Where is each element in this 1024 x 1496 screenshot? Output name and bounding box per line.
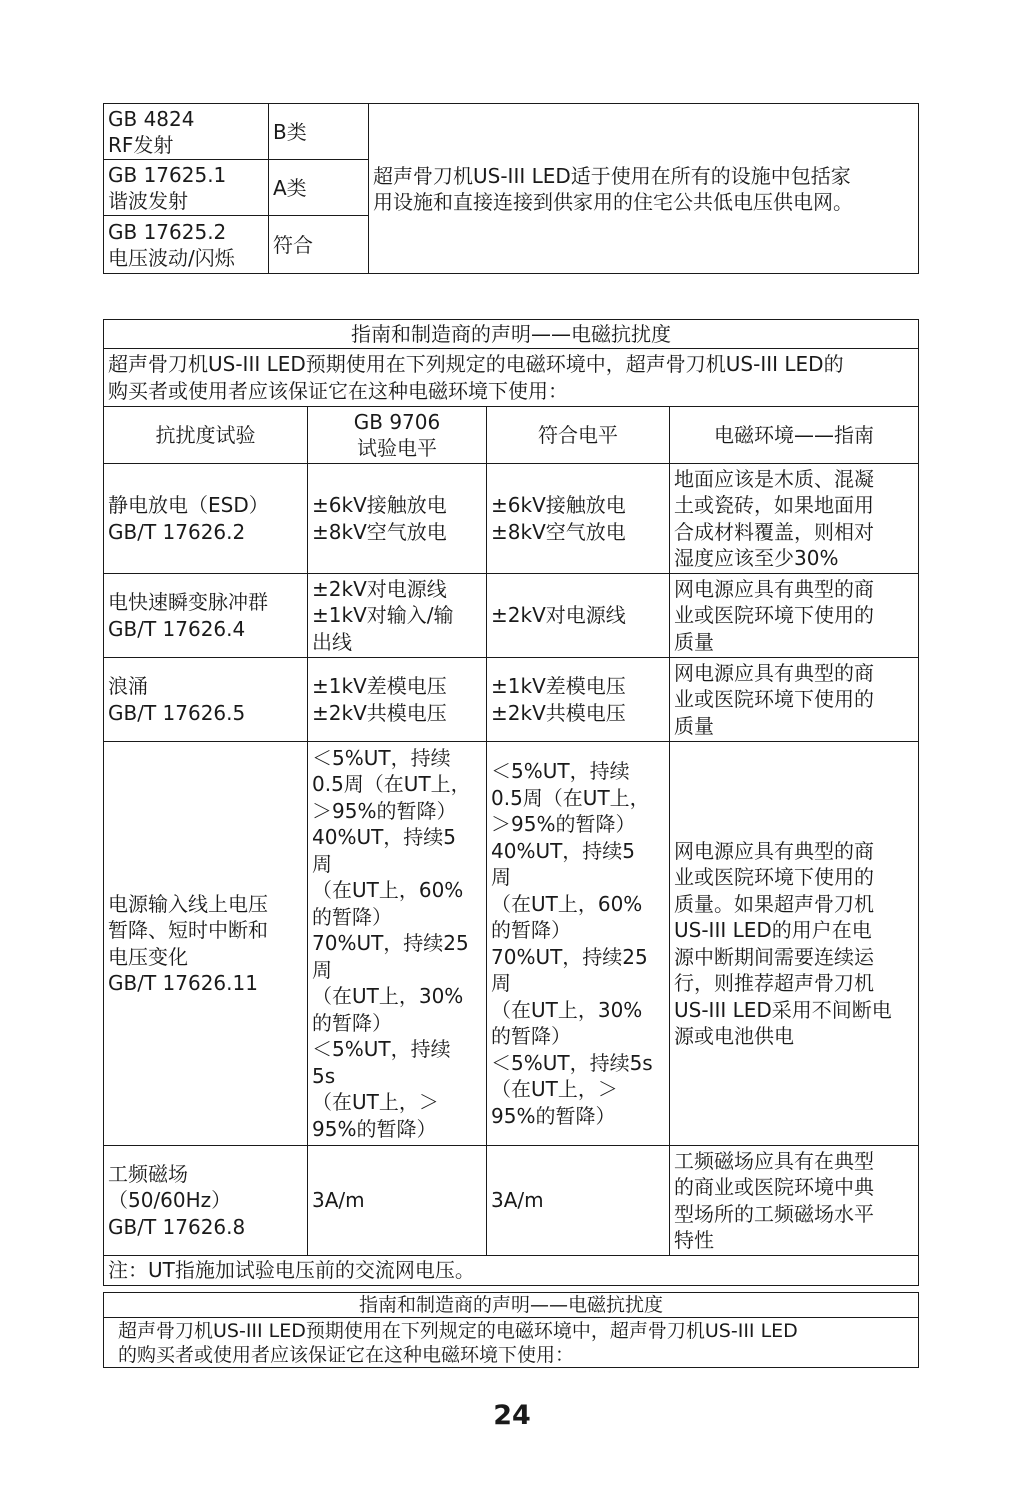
table-title: 指南和制造商的声明——电磁抗扰度 bbox=[104, 320, 919, 349]
table-row bbox=[104, 1146, 919, 1256]
environment-cell: 网电源应具有典型的商 业或医院环境下使用的 质量 bbox=[670, 658, 919, 742]
table-title: 指南和制造商的声明——电磁抗扰度 bbox=[104, 1293, 919, 1318]
standard-cell: GB 4824 RF发射 bbox=[104, 104, 269, 160]
header-compliance: 符合电平 bbox=[487, 407, 670, 464]
test-cell: 静电放电（ESD） GB/T 17626.2 bbox=[104, 464, 308, 574]
result-cell: 符合 bbox=[269, 216, 369, 274]
emission-guidance-cell: 超声骨刀机US-III LED适于使用在所有的设施中包括家 用设施和直接连接到供家用的住宅公共低电压供电网。 bbox=[369, 104, 919, 274]
test-cell: 电源输入线上电压 暂降、短时中断和 电压变化 GB/T 17626.11 bbox=[104, 742, 308, 1146]
result-cell: B类 bbox=[269, 104, 369, 160]
emission-table bbox=[103, 103, 919, 274]
compliance-cell: ＜5%UT，持续 0.5周（在UT上， ＞95%的暂降） 40%UT，持续5 周 （在UT上，60% 的暂降） 70%UT，持续25 周 （在UT上，30% 的暂降） ＜5%UT，持续5s （在UT上，＞ 95%的暂降） bbox=[487, 742, 670, 1146]
environment-cell: 网电源应具有典型的商 业或医院环境下使用的 质量 bbox=[670, 574, 919, 658]
level-cell: ＜5%UT，持续 0.5周（在UT上， ＞95%的暂降） 40%UT，持续5 周 （在UT上，60% 的暂降） 70%UT，持续25 周 （在UT上，30% 的暂降） ＜5%UT，持续 5s （在UT上，＞ 95%的暂降） bbox=[308, 742, 487, 1146]
level-cell: ±2kV对电源线 ±1kV对输入/输 出线 bbox=[308, 574, 487, 658]
standard-cell: GB 17625.2 电压波动/闪烁 bbox=[104, 216, 269, 274]
table-title-row bbox=[104, 320, 919, 349]
table-intro-row bbox=[104, 1318, 919, 1368]
header-environment: 电磁环境——指南 bbox=[670, 407, 919, 464]
compliance-cell: 3A/m bbox=[487, 1146, 670, 1256]
table-row bbox=[104, 742, 919, 1146]
level-cell: 3A/m bbox=[308, 1146, 487, 1256]
table-note-row bbox=[104, 1256, 919, 1286]
environment-cell: 工频磁场应具有在典型 的商业或医院环境中典 型场所的工频磁场水平 特性 bbox=[670, 1146, 919, 1256]
compliance-cell: ±1kV差模电压 ±2kV共模电压 bbox=[487, 658, 670, 742]
compliance-cell: ±2kV对电源线 bbox=[487, 574, 670, 658]
table-title-row bbox=[104, 1293, 919, 1318]
table-header-row bbox=[104, 407, 919, 464]
standard-cell: GB 17625.1 谐波发射 bbox=[104, 160, 269, 216]
table-row bbox=[104, 464, 919, 574]
page-number: 24 bbox=[493, 1400, 531, 1431]
result-cell: A类 bbox=[269, 160, 369, 216]
test-cell: 浪涌 GB/T 17626.5 bbox=[104, 658, 308, 742]
header-level: GB 9706 试验电平 bbox=[308, 407, 487, 464]
environment-cell: 地面应该是木质、混凝 土或瓷砖，如果地面用 合成材料覆盖，则相对 湿度应该至少30% bbox=[670, 464, 919, 574]
environment-cell: 网电源应具有典型的商 业或医院环境下使用的 质量。如果超声骨刀机 US-III LED的用户在电 源中断期间需要连续运 行，则推荐超声骨刀机 US-III LED采用不间断电 源或电池供电 bbox=[670, 742, 919, 1146]
level-cell: ±1kV差模电压 ±2kV共模电压 bbox=[308, 658, 487, 742]
immunity-table bbox=[103, 319, 919, 1286]
table-row bbox=[104, 574, 919, 658]
test-cell: 工频磁场 （50/60Hz） GB/T 17626.8 bbox=[104, 1146, 308, 1256]
table-note: 注：UT指施加试验电压前的交流网电压。 bbox=[104, 1256, 919, 1286]
table-intro: 超声骨刀机US-III LED预期使用在下列规定的电磁环境中，超声骨刀机US-III LED 的购买者或使用者应该保证它在这种电磁环境下使用： bbox=[104, 1318, 919, 1368]
compliance-cell: ±6kV接触放电 ±8kV空气放电 bbox=[487, 464, 670, 574]
header-test: 抗扰度试验 bbox=[104, 407, 308, 464]
table-intro: 超声骨刀机US-III LED预期使用在下列规定的电磁环境中，超声骨刀机US-III LED的 购买者或使用者应该保证它在这种电磁环境下使用： bbox=[104, 349, 919, 407]
table-row bbox=[104, 104, 919, 160]
level-cell: ±6kV接触放电 ±8kV空气放电 bbox=[308, 464, 487, 574]
table-row bbox=[104, 658, 919, 742]
table-intro-row bbox=[104, 349, 919, 407]
continued-immunity-table bbox=[103, 1292, 919, 1368]
test-cell: 电快速瞬变脉冲群 GB/T 17626.4 bbox=[104, 574, 308, 658]
